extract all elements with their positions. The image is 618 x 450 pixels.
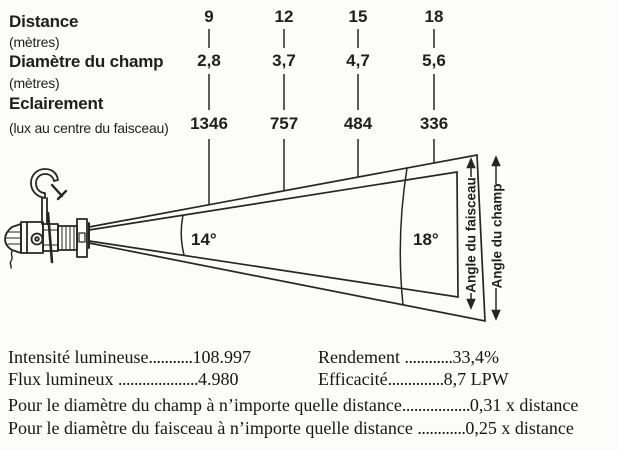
beam-angle-arc: [181, 215, 184, 255]
stat-efficiency-pct: [318, 347, 499, 368]
stat-value: 33,4%: [452, 347, 499, 367]
stat-value: 8,7 LPW: [443, 369, 509, 389]
dot-leader: ............: [404, 347, 453, 367]
stat-efficacy-lpw: [318, 369, 509, 390]
stat-label: Efficacité: [318, 369, 388, 389]
stat-luminous-flux: [8, 369, 239, 390]
field-diameter-value: 3,7: [272, 51, 296, 70]
footnote-field-diameter: [8, 395, 578, 416]
beam-angle-label: 14°: [191, 230, 217, 249]
spotlight-fixture-icon: [5, 169, 89, 268]
distance-value: 18: [424, 7, 444, 26]
row-label-field-diameter: Diamètre du champ: [9, 52, 164, 71]
row-unit-illuminance: (lux au centre du faisceau): [9, 120, 169, 136]
footnote-label: Pour le diamètre du faisceau à n’importe quelle distance: [8, 418, 418, 438]
dot-leader: ...........: [148, 347, 193, 367]
field-angle-arc: [400, 168, 407, 305]
footnote-value: 0,25 x distance: [465, 418, 574, 438]
distance-value: 12: [274, 7, 294, 26]
field-diameter-value: 2,8: [197, 51, 221, 70]
footnote-value: 0,31 x distance: [469, 395, 579, 415]
stat-label: Intensité lumineuse: [8, 347, 149, 367]
field-diameter-value: 4,7: [346, 51, 370, 70]
beam-arrow-label: Angle du faisceau: [463, 177, 479, 293]
stat-label: Rendement: [318, 347, 405, 367]
footnote-beam-diameter: [8, 418, 574, 439]
illuminance-value: 1346: [190, 114, 228, 133]
column-ticks: [209, 29, 434, 205]
beam-cone-outline: [89, 172, 458, 297]
distance-value: 15: [348, 7, 368, 26]
illuminance-value: 336: [419, 114, 449, 133]
field-angle-label: 18°: [413, 230, 439, 249]
illuminance-value: 484: [343, 114, 373, 133]
illuminance-value: 757: [269, 114, 299, 133]
stat-label: Flux lumineux: [8, 369, 119, 389]
stat-value: 4.980: [198, 369, 239, 389]
dot-leader: .................: [401, 395, 470, 415]
field-arrow-label: Angle du champ: [489, 183, 505, 289]
field-diameter-value: 5,6: [422, 51, 446, 70]
stat-luminous-intensity: [8, 347, 251, 368]
row-label-distance: Distance: [9, 12, 79, 31]
footnote-label: Pour le diamètre du champ à n’importe quelle distance: [8, 395, 402, 415]
row-label-illuminance: Eclairement: [9, 94, 104, 113]
dot-leader: ............: [417, 418, 466, 438]
row-unit-distance: (mètres): [9, 34, 60, 50]
distance-value: 9: [204, 7, 214, 26]
dot-leader: ..............: [387, 369, 444, 389]
dot-leader: ....................: [118, 369, 199, 389]
row-unit-field-diameter: (mètres): [9, 75, 60, 91]
stat-value: 108.997: [192, 347, 251, 367]
